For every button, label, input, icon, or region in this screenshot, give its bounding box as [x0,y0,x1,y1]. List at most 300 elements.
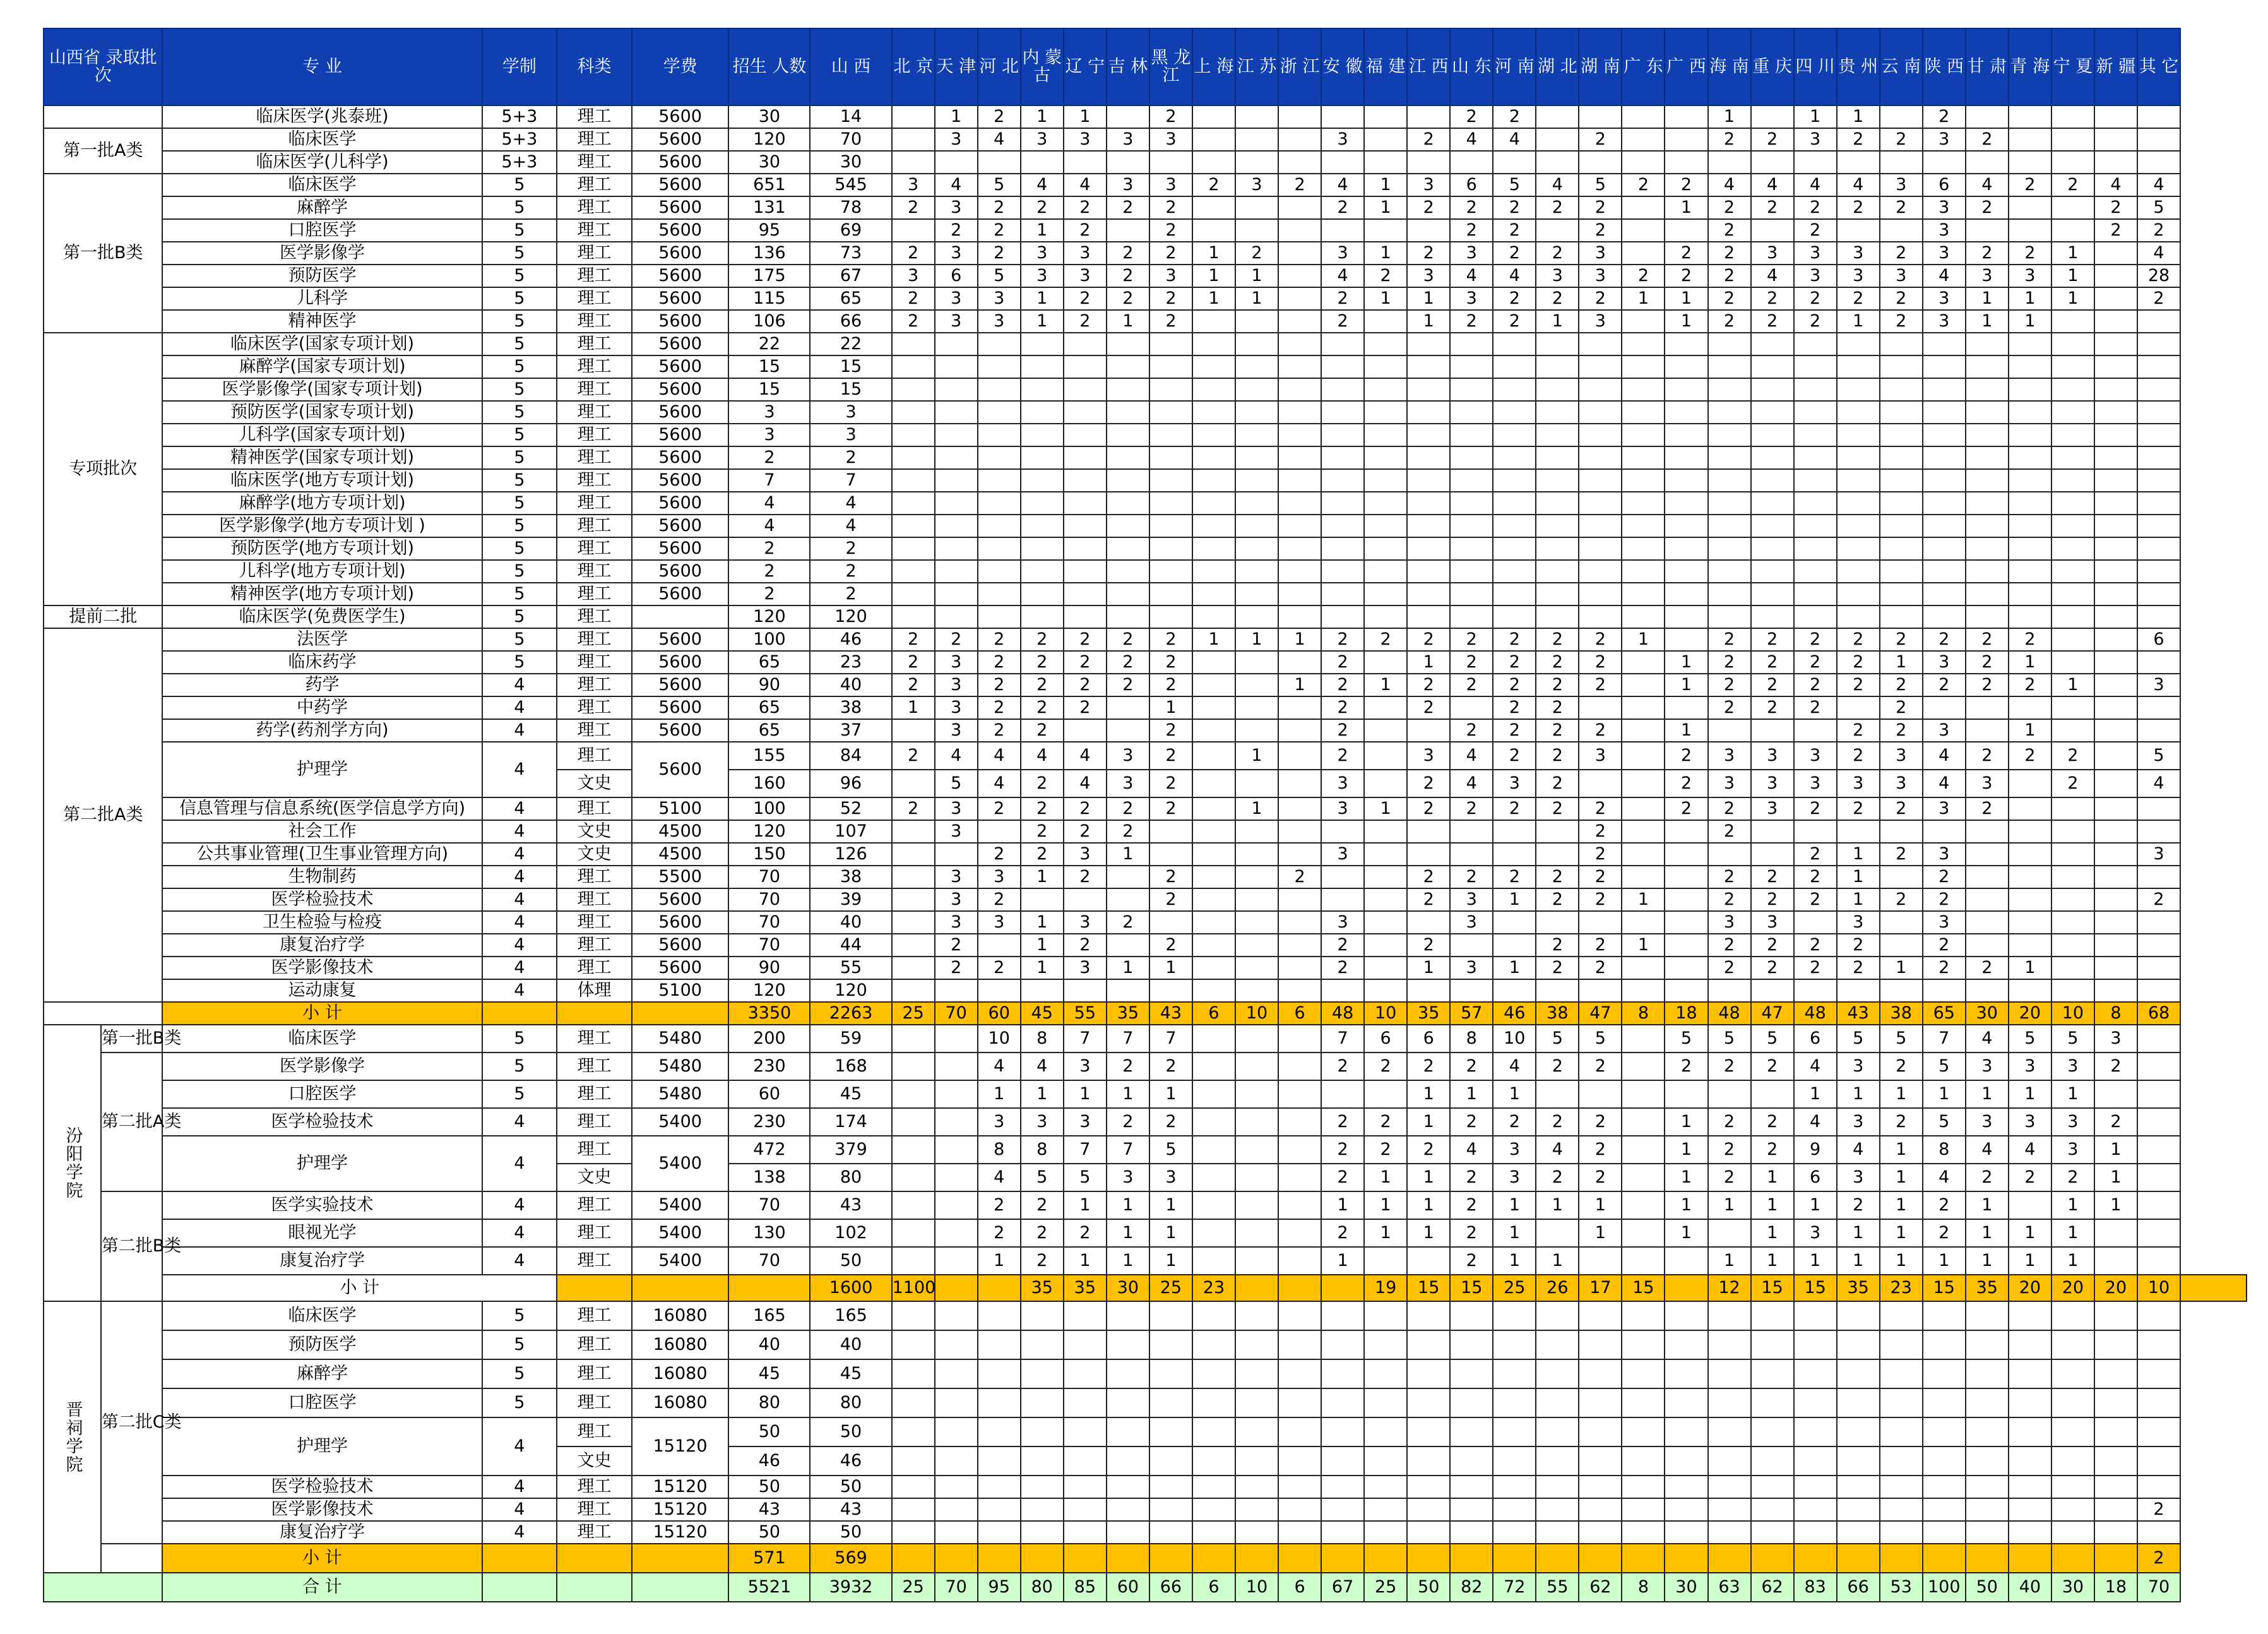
table-cell [1192,310,1235,333]
table-cell: 4 [978,770,1021,797]
table-cell: 3 [1321,770,1364,797]
table-cell [1450,401,1493,424]
table-cell: 2 [1880,1053,1923,1080]
table-cell [1837,1301,1880,1330]
subtotal-row [44,1544,2247,1573]
table-cell: 3 [1923,196,1966,219]
major-cell: 医学影像技术 [162,1498,482,1521]
table-cell: 2 [1708,1164,1751,1191]
table-cell [1192,355,1235,378]
table-cell [1493,537,1536,560]
table-cell: 5 [482,651,557,674]
batch-cell: 第二批C类 [101,1301,163,1544]
table-cell: 1 [1622,888,1665,911]
table-cell [2094,265,2137,287]
table-cell: 120 [728,128,810,151]
header-province: 上 海 [1192,28,1235,105]
table-cell [1923,820,1966,843]
table-cell [1579,1417,1622,1446]
table-cell [1493,583,1536,605]
table-cell [1837,605,1880,628]
table-cell: 5480 [632,1080,729,1108]
table-cell: 2 [1579,888,1622,911]
table-cell [1536,1417,1579,1446]
table-cell: 95 [978,1573,1021,1602]
table-cell [2137,1053,2180,1080]
table-cell: 2 [978,888,1021,911]
table-cell [1278,1544,1321,1573]
table-cell [978,583,1021,605]
table-cell: 4 [2137,174,2180,196]
major-cell: 医学影像学(地方专项计划 ) [162,515,482,537]
table-cell [1536,583,1579,605]
table-cell [1278,196,1321,219]
table-cell [1192,492,1235,515]
table-cell: 26 [1536,1275,1579,1301]
table-cell: 2 [1064,934,1107,957]
table-cell [1192,378,1235,401]
table-cell: 8 [1021,1025,1064,1053]
table-cell [1364,469,1407,492]
table-cell: 1 [1493,1219,1536,1247]
table-cell [1407,911,1450,934]
table-cell [1149,605,1192,628]
table-cell [1192,797,1235,820]
table-cell [935,1164,978,1191]
table-cell [1364,843,1407,866]
table-cell [1536,820,1579,843]
table-cell [1579,333,1622,355]
table-cell [935,469,978,492]
table-cell: 230 [728,1053,810,1080]
table-cell [935,1359,978,1388]
table-cell: 3 [935,719,978,742]
table-row [44,742,2247,770]
table-cell [2137,1359,2180,1388]
table-cell [1708,424,1751,446]
table-cell [1966,1388,2009,1417]
table-cell [1794,401,1837,424]
table-cell: 165 [728,1301,810,1330]
table-cell [978,355,1021,378]
table-cell: 4 [1064,174,1107,196]
major-cell: 医学影像学(国家专项计划) [162,378,482,401]
table-cell: 25 [892,1002,935,1025]
table-cell: 3 [1923,310,1966,333]
table-cell: 2 [1536,628,1579,651]
table-cell [1149,492,1192,515]
table-cell [1235,934,1278,957]
table-cell [1923,1476,1966,1498]
table-cell [2094,1521,2137,1544]
table-cell [1536,1476,1579,1498]
table-cell: 651 [728,174,810,196]
table-cell [1966,696,2009,719]
table-cell: 3 [1837,1164,1880,1191]
table-cell: 5 [1665,1025,1707,1053]
table-cell: 2 [1450,628,1493,651]
table-cell: 15 [810,378,891,401]
table-cell: 63 [1708,1573,1751,1602]
table-cell: 2 [1407,797,1450,820]
table-row [44,242,2247,265]
table-cell [1321,219,1364,242]
table-cell: 3 [1064,265,1107,287]
table-cell [978,934,1021,957]
table-cell [1192,1388,1235,1417]
table-cell: 23 [1192,1275,1235,1301]
table-cell: 1 [1021,310,1064,333]
table-cell: 2 [892,628,935,651]
table-cell: 38 [1536,1002,1579,1025]
table-cell [2094,1476,2137,1498]
table-cell [1622,446,1665,469]
table-cell [1536,605,1579,628]
table-cell: 5600 [632,560,729,583]
table-cell [1149,1544,1192,1573]
table-cell [1923,1330,1966,1359]
table-cell: 2 [1751,1136,1794,1164]
table-cell [1579,911,1622,934]
table-cell [892,537,935,560]
table-cell: 8 [1622,1002,1665,1025]
table-cell: 17 [1579,1275,1622,1301]
table-cell: 55 [810,957,891,979]
table-cell [1364,719,1407,742]
table-cell [1622,1108,1665,1136]
table-cell [1278,696,1321,719]
table-cell: 2 [1751,128,1794,151]
table-cell: 理工 [557,537,632,560]
table-cell: 5 [1064,1164,1107,1191]
table-cell [1321,151,1364,174]
header-province: 陕 西 [1923,28,1966,105]
table-cell [1021,378,1064,401]
table-cell: 1 [1149,1247,1192,1275]
table-cell [1149,537,1192,560]
table-cell [1364,515,1407,537]
table-cell [1278,1476,1321,1498]
table-cell [2009,446,2051,469]
table-cell: 3 [1923,651,1966,674]
table-cell: 82 [1450,1573,1493,1602]
table-cell [1149,446,1192,469]
table-cell: 2 [1751,888,1794,911]
header-province: 湖 北 [1536,28,1579,105]
table-cell: 2 [1665,1053,1707,1080]
table-cell: 5480 [632,1025,729,1053]
table-cell [1708,843,1751,866]
table-cell [1364,1388,1407,1417]
table-cell: 18 [2094,1573,2137,1602]
table-cell [1407,1476,1450,1498]
table-cell [978,492,1021,515]
table-cell [1235,1108,1278,1136]
table-cell: 2 [1321,1136,1364,1164]
table-cell: 2 [1966,628,2009,651]
table-cell [1665,1388,1707,1417]
table-cell: 50 [1966,1573,2009,1602]
table-cell [935,537,978,560]
table-cell: 569 [810,1544,891,1573]
major-cell: 卫生检验与检疫 [162,911,482,934]
table-cell [978,537,1021,560]
table-cell: 2 [810,446,891,469]
table-cell [1149,979,1192,1002]
table-cell: 1 [2009,719,2051,742]
table-cell: 理工 [557,628,632,651]
table-cell [1493,424,1536,446]
table-cell: 379 [810,1136,891,1164]
table-cell: 2 [2094,219,2137,242]
table-cell [1364,696,1407,719]
table-cell [1665,1301,1707,1330]
table-cell [1751,1446,1794,1476]
table-cell: 8 [1450,1025,1493,1053]
table-cell [1064,888,1107,911]
table-cell: 2 [2051,1164,2094,1191]
table-cell: 5 [482,560,557,583]
table-cell: 1 [1321,1247,1364,1275]
table-cell: 4 [1751,265,1794,287]
table-row [44,628,2247,651]
table-cell [1493,1417,1536,1446]
batch-cell: 第一批B类 [101,1025,163,1053]
table-cell [1880,1417,1923,1446]
table-cell: 文史 [557,843,632,866]
table-cell [1107,1330,1149,1359]
table-cell [2094,1247,2137,1275]
table-cell [2137,696,2180,719]
table-cell: 15 [1622,1275,1665,1301]
table-cell: 2 [2137,888,2180,911]
table-cell [1107,1521,1149,1544]
table-cell: 80 [810,1164,891,1191]
table-cell [1021,1521,1064,1544]
table-cell [1321,424,1364,446]
major-cell: 预防医学 [162,265,482,287]
table-cell: 2 [1536,242,1579,265]
table-cell: 14 [810,105,891,128]
table-cell: 2 [1794,888,1837,911]
table-cell [2094,401,2137,424]
table-cell: 3 [1064,242,1107,265]
table-cell: 115 [728,287,810,310]
table-cell: 1 [1235,628,1278,651]
table-cell [935,583,978,605]
table-cell: 2 [892,651,935,674]
table-cell [1665,957,1707,979]
table-cell: 2 [1450,1191,1493,1219]
table-row [44,1053,2247,1080]
table-cell: 5 [482,492,557,515]
table-cell [1923,1359,1966,1388]
table-cell: 73 [810,242,891,265]
table-cell [2009,583,2051,605]
table-cell [2051,696,2094,719]
table-cell [1107,1417,1149,1446]
table-cell [2094,866,2137,888]
table-cell: 2 [728,583,810,605]
table-cell: 理工 [557,424,632,446]
table-cell [1665,355,1707,378]
table-cell: 5600 [632,492,729,515]
table-cell: 1 [1021,957,1064,979]
table-cell [1751,446,1794,469]
table-cell: 2 [978,196,1021,219]
table-cell: 2 [1450,1247,1493,1275]
table-cell [1622,196,1665,219]
table-cell: 43 [728,1498,810,1521]
table-cell: 16080 [632,1301,729,1330]
table-cell: 44 [810,934,891,957]
table-cell [1751,424,1794,446]
table-cell [2051,537,2094,560]
table-cell: 5600 [632,219,729,242]
table-cell [1923,1388,1966,1417]
table-cell [1536,105,1579,128]
table-cell [1966,1417,2009,1446]
table-cell [1622,1521,1665,1544]
table-cell [935,333,978,355]
table-cell [892,583,935,605]
table-cell [1278,583,1321,605]
table-cell [1192,219,1235,242]
table-cell [1794,446,1837,469]
table-cell: 40 [2009,1573,2051,1602]
table-cell [1107,719,1149,742]
table-cell: 7 [1064,1136,1107,1164]
table-cell [1192,911,1235,934]
table-cell [2051,333,2094,355]
major-cell: 麻醉学 [162,1359,482,1388]
table-cell: 2 [1493,866,1536,888]
table-cell [1493,1521,1536,1544]
table-cell [1751,979,1794,1002]
table-cell: 47 [1579,1002,1622,1025]
table-cell: 理工 [557,446,632,469]
table-cell [1493,469,1536,492]
major-cell: 临床医学(儿科学) [162,151,482,174]
table-cell: 1600 [810,1275,891,1301]
table-cell: 1 [1364,1191,1407,1219]
major-cell: 临床医学(兆泰班) [162,105,482,128]
table-cell [1321,1544,1364,1573]
table-cell [1192,696,1235,719]
header-province: 青 海 [2009,28,2051,105]
table-cell [1880,605,1923,628]
table-cell [1192,515,1235,537]
table-cell [935,378,978,401]
table-cell [1493,605,1536,628]
table-row [44,674,2247,696]
table-cell: 5400 [632,1219,729,1247]
table-cell: 7 [1149,1025,1192,1053]
table-cell [892,424,935,446]
table-cell [1837,1388,1880,1417]
table-cell [2137,378,2180,401]
table-cell [1579,1521,1622,1544]
table-cell [1536,1544,1579,1573]
header-province: 黑 龙 江 [1149,28,1192,105]
table-cell: 5 [482,1080,557,1108]
table-cell: 2 [1321,1164,1364,1191]
header-province: 北 京 [892,28,935,105]
table-cell: 65 [1923,1002,1966,1025]
table-cell [1579,537,1622,560]
table-cell: 2 [1708,797,1751,820]
table-cell: 4 [1450,265,1493,287]
table-cell: 2 [1321,719,1364,742]
table-cell: 3 [1579,265,1622,287]
table-cell [1192,719,1235,742]
table-cell: 理工 [557,797,632,820]
table-cell: 4 [1923,1164,1966,1191]
table-cell: 2 [1321,287,1364,310]
table-cell: 48 [1794,1002,1837,1025]
subtotal-row [44,1275,2247,1301]
table-cell [1880,537,1923,560]
table-cell: 3 [1923,719,1966,742]
table-cell: 2 [1837,934,1880,957]
table-cell: 45 [810,1359,891,1388]
table-cell: 30 [810,151,891,174]
table-cell [2051,1388,2094,1417]
table-cell [2094,1330,2137,1359]
table-cell [2051,1446,2094,1476]
table-cell [1107,979,1149,1002]
table-cell [1837,696,1880,719]
table-cell [1665,1080,1707,1108]
table-cell: 2 [1794,957,1837,979]
table-cell [1880,446,1923,469]
table-cell: 理工 [557,1025,632,1053]
table-cell: 2 [1321,934,1364,957]
table-cell [1364,446,1407,469]
table-cell [1622,378,1665,401]
table-cell [1579,469,1622,492]
table-cell [1235,446,1278,469]
table-cell [1837,1544,1880,1573]
table-cell [1192,1498,1235,1521]
table-cell: 2 [1794,196,1837,219]
table-cell [1493,446,1536,469]
table-cell: 2 [1407,696,1450,719]
table-cell: 3 [1708,911,1751,934]
table-cell [1966,401,2009,424]
table-cell [632,1544,729,1573]
table-cell: 120 [810,979,891,1002]
table-cell: 1 [2051,265,2094,287]
table-cell: 1 [1321,1191,1364,1219]
table-cell [1880,1446,1923,1476]
table-cell: 2 [1021,770,1064,797]
table-cell [1321,105,1364,128]
table-cell: 5600 [632,583,729,605]
table-cell [2094,674,2137,696]
table-cell [1966,219,2009,242]
table-cell [1364,1301,1407,1330]
table-cell: 5 [482,583,557,605]
table-cell [1708,151,1751,174]
table-cell: 70 [728,1247,810,1275]
table-cell [1923,469,1966,492]
table-cell [2094,446,2137,469]
table-cell: 2 [1837,287,1880,310]
table-cell: 5 [2051,1025,2094,1053]
table-cell: 3 [1794,242,1837,265]
table-cell: 2 [1923,866,1966,888]
